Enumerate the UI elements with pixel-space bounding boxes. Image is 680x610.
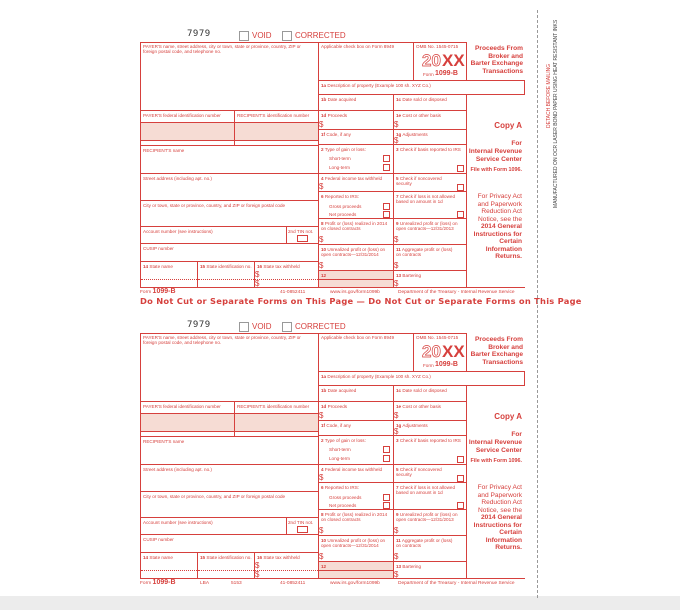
long-term-checkbox[interactable] <box>383 455 390 462</box>
short-term-checkbox[interactable] <box>383 446 390 453</box>
box-4-number: 4 <box>321 176 324 181</box>
box-1c-label: Date sold or disposed <box>402 97 447 102</box>
box-2-label: Type of gain or loss: <box>324 438 366 443</box>
loss-not-allowed-checkbox[interactable] <box>457 211 464 218</box>
gross-proceeds-label: Gross proceeds <box>329 204 362 209</box>
form-number: 1099-B <box>435 70 458 77</box>
box-15-field[interactable] <box>197 261 255 288</box>
payer-info-field[interactable] <box>140 333 319 402</box>
box-14-number: 14 <box>143 264 149 269</box>
box-6-label: Reported to IRS: <box>324 485 360 490</box>
street-address-field[interactable] <box>140 464 319 492</box>
for-label: For <box>511 431 522 438</box>
instructions-notice: 2014 General Instructions for Certain Information Returns. <box>473 223 522 261</box>
footer-dept: Department of the Treasury - Internal Revenue Service <box>398 581 515 586</box>
box-1e-field[interactable] <box>393 110 467 130</box>
second-tin-label: 2nd TIN not. <box>288 520 314 525</box>
privacy-notice: For Privacy Act and Paperwork Reduction Act Notice, see the <box>477 193 522 223</box>
corrected-checkbox[interactable] <box>282 322 292 332</box>
year-suffix: XX <box>442 51 465 70</box>
box-1f-field[interactable] <box>318 129 394 145</box>
recipient-id-shading <box>235 413 319 432</box>
year-suffix: XX <box>442 342 465 361</box>
dollar-sign: $ <box>319 120 324 129</box>
long-term-checkbox[interactable] <box>383 164 390 171</box>
for-label: For <box>511 140 522 147</box>
void-label: VOID <box>252 322 272 331</box>
second-tin-checkbox[interactable] <box>297 235 308 242</box>
bottom-rule <box>466 287 525 288</box>
dollar-sign: $ <box>319 261 324 270</box>
form-8949-label: Applicable check box on Form 8949 <box>321 44 395 49</box>
box-3-field <box>393 435 467 465</box>
recipient-name-field[interactable] <box>140 145 319 174</box>
control-number: 7979 <box>187 29 211 39</box>
recipient-id-field[interactable] <box>234 110 319 146</box>
box-1d-label: Proceeds <box>327 404 348 409</box>
payer-fed-id-label: PAYER'S federal identification number <box>143 404 221 409</box>
dotted-divider <box>198 279 254 280</box>
box-3-label: Check if basis reported to IRS <box>399 147 461 152</box>
box-1e-label: Cost or other basis <box>402 113 441 118</box>
box-8-number: 8 <box>321 221 324 226</box>
form-1099b-copy-2 <box>0 291 680 591</box>
footer-ein: 41-0852411 <box>280 290 306 295</box>
box-1a-field[interactable] <box>318 371 525 386</box>
box-1g-label: Adjustments <box>402 132 428 137</box>
box-7-label: Check if loss is not allowed based on amount in 1d <box>396 194 455 204</box>
box-8-number: 8 <box>321 512 324 517</box>
box-8-label: Profit or (loss) realized in 2014 on closed contracts <box>321 512 388 522</box>
box-1e-number: 1e <box>396 404 402 409</box>
city-field[interactable] <box>140 200 319 227</box>
box-1g-field[interactable] <box>393 129 467 145</box>
form-8949-checkbox-field[interactable] <box>318 42 414 81</box>
dollar-sign: $ <box>255 279 260 288</box>
recipient-id-label: RECIPIENT'S identification number <box>237 113 310 118</box>
net-proceeds-label: Net proceeds <box>329 212 357 217</box>
account-number-field[interactable] <box>140 226 287 244</box>
corrected-label: CORRECTED <box>295 322 346 331</box>
box-3-number: 3 <box>396 147 399 152</box>
box-1a-number: 1a <box>321 83 327 88</box>
box-11-field[interactable] <box>393 244 467 271</box>
dollar-sign: $ <box>255 270 260 279</box>
box-16-number: 16 <box>257 264 263 269</box>
box-1f-field[interactable] <box>318 420 394 436</box>
box-6-field <box>318 191 394 219</box>
box-1b-label: Date acquired <box>327 97 357 102</box>
box-10-number: 10 <box>321 247 327 252</box>
box-15-number: 15 <box>200 555 206 560</box>
box-6-number: 6 <box>321 194 324 199</box>
box-1a-label: Description of property (Example 100 sh. XYZ Co.) <box>327 374 431 379</box>
form-title: Proceeds From Broker and Barter Exchange Transactions <box>470 336 523 366</box>
recipient-name-label: RECIPIENT'S name <box>143 439 185 444</box>
omb-year-box <box>413 42 467 81</box>
box-9-number: 9 <box>396 512 399 517</box>
footer-dept: Department of the Treasury - Internal Revenue Service <box>398 290 515 295</box>
form-8949-label: Applicable check box on Form 8949 <box>321 335 395 340</box>
box-16-label: State tax withheld <box>263 264 300 269</box>
noncovered-security-checkbox[interactable] <box>457 184 464 191</box>
box-10-label: Unrealized profit or (loss) on open contracts—12/31/2014 <box>321 538 386 548</box>
recipient-id-label: RECIPIENT'S identification number <box>237 404 310 409</box>
payer-info-field[interactable] <box>140 42 319 111</box>
second-tin-checkbox[interactable] <box>297 526 308 533</box>
dollar-sign: $ <box>255 570 260 579</box>
footer-form-word: Form <box>140 581 152 586</box>
box-6-number: 6 <box>321 485 324 490</box>
box-11-label: Aggregate profit or (loss) on contracts <box>396 247 453 257</box>
box-4-number: 4 <box>321 467 324 472</box>
footer-ein: 41-0852411 <box>280 581 306 586</box>
form-1099b-copy-1 <box>0 0 680 300</box>
box-16-label: State tax withheld <box>263 555 300 560</box>
net-proceeds-checkbox[interactable] <box>383 211 390 218</box>
payer-fed-id-field[interactable] <box>140 401 235 437</box>
box-1d-field[interactable] <box>318 110 394 130</box>
box-6-field <box>318 482 394 510</box>
long-term-label: Long-term <box>329 165 350 170</box>
void-checkbox[interactable] <box>239 31 249 41</box>
instructions-notice: 2014 General Instructions for Certain Information Returns. <box>473 514 522 552</box>
control-number: 7979 <box>187 320 211 330</box>
city-label: City or town, state or province, country, and ZIP or foreign postal code <box>143 203 286 208</box>
omb-year-box <box>413 333 467 372</box>
box-1f-number: 1f <box>321 423 326 428</box>
payer-info-label: PAYER'S name, street address, city or town, state or province, country, ZIP or foreign postal code, and telephone no. <box>143 44 301 54</box>
box-1b-field[interactable] <box>318 94 394 111</box>
box-1c-number: 1c <box>396 388 402 393</box>
box-7-field <box>393 191 467 219</box>
box-5-number: 5 <box>396 467 399 472</box>
file-with-label: File with Form 1096. <box>470 167 522 173</box>
box-14-field[interactable] <box>140 552 198 579</box>
city-label: City or town, state or province, country, and ZIP or foreign postal code <box>143 494 286 499</box>
account-number-field[interactable] <box>140 517 287 535</box>
payer-info-label: PAYER'S name, street address, city or town, state or province, country, ZIP or foreign postal code, and telephone no. <box>143 335 301 345</box>
box-7-number: 7 <box>396 485 399 490</box>
dollar-sign: $ <box>319 235 324 244</box>
recipient-name-label: RECIPIENT'S name <box>143 148 185 153</box>
corrected-label: CORRECTED <box>295 31 346 40</box>
box-15-label: State identification no. <box>206 555 252 560</box>
payer-fed-id-label: PAYER'S federal identification number <box>143 113 221 118</box>
box-12-field[interactable] <box>318 561 394 579</box>
gross-proceeds-label: Gross proceeds <box>329 495 362 500</box>
box-8-field[interactable] <box>318 218 394 245</box>
box-1d-label: Proceeds <box>327 113 348 118</box>
account-number-label: Account number (see instructions) <box>143 520 213 525</box>
box-2-number: 2 <box>321 438 324 443</box>
box-1c-number: 1c <box>396 97 402 102</box>
box-11-label: Aggregate profit or (loss) on contracts <box>396 538 453 548</box>
box-14-label: State name <box>149 555 173 560</box>
box-4-label: Federal income tax withheld <box>324 176 383 181</box>
street-address-field[interactable] <box>140 173 319 201</box>
box-9-label: Unrealized profit or (loss) on open contracts—12/31/2013 <box>396 221 458 231</box>
street-address-label: Street address (including apt. no.) <box>143 176 212 181</box>
footer-code: 5153 <box>231 581 242 586</box>
box-2-field <box>318 435 394 465</box>
box-12-divider <box>319 570 393 571</box>
box-13-field[interactable] <box>393 270 467 288</box>
form-number: 1099-B <box>435 361 458 368</box>
box-7-number: 7 <box>396 194 399 199</box>
box-1f-label: Code, if any <box>326 423 351 428</box>
box-5-field <box>393 464 467 483</box>
box-1g-number: 1g <box>396 132 402 137</box>
box-3-field <box>393 144 467 174</box>
box-1a-number: 1a <box>321 374 327 379</box>
perforation-line <box>537 10 538 598</box>
footer-url[interactable]: www.irs.gov/form1099b <box>330 581 380 586</box>
dotted-divider <box>255 570 318 571</box>
box-15-number: 15 <box>200 264 206 269</box>
dotted-divider <box>141 279 197 280</box>
box-12-field[interactable] <box>318 270 394 288</box>
box-7-field <box>393 482 467 510</box>
background-strip <box>0 596 680 610</box>
omb-number: OMB No. 1545-0715 <box>416 335 459 340</box>
box-5-label: Check if noncovered security <box>396 176 442 186</box>
irs-center-label: Internal Revenue Service Center <box>468 439 522 454</box>
short-term-label: Short-term <box>329 156 351 161</box>
box-13-label: Bartering <box>402 273 422 278</box>
net-proceeds-label: Net proceeds <box>329 503 357 508</box>
box-1f-number: 1f <box>321 132 326 137</box>
box-14-label: State name <box>149 264 173 269</box>
box-5-number: 5 <box>396 176 399 181</box>
dollar-sign: $ <box>319 182 324 191</box>
account-number-label: Account number (see instructions) <box>143 229 213 234</box>
box-11-field[interactable] <box>393 535 467 562</box>
box-1d-number: 1d <box>321 113 327 118</box>
form-8949-checkbox-field[interactable] <box>318 333 414 372</box>
city-field[interactable] <box>140 491 319 518</box>
do-not-cut-notice: Do Not Cut or Separate Forms on This Page — Do Not Cut or Separate Forms on This Page <box>140 296 582 306</box>
dollar-sign: $ <box>319 552 324 561</box>
box-4-field[interactable] <box>318 464 394 483</box>
box-14-number: 14 <box>143 555 149 560</box>
footer-lba: LBA <box>200 581 210 586</box>
noncovered-security-checkbox[interactable] <box>457 475 464 482</box>
box-12-number: 12 <box>321 564 327 569</box>
box-15-field[interactable] <box>197 552 255 579</box>
long-term-label: Long-term <box>329 456 350 461</box>
box-9-number: 9 <box>396 221 399 226</box>
dollar-sign: $ <box>394 136 399 145</box>
dollar-sign: $ <box>255 561 260 570</box>
box-1a-field[interactable] <box>318 80 525 95</box>
box-9-field[interactable] <box>393 218 467 245</box>
box-13-number: 13 <box>396 564 402 569</box>
omb-number: OMB No. 1545-0715 <box>416 44 459 49</box>
box-1c-field[interactable] <box>393 385 467 402</box>
dollar-sign: $ <box>319 526 324 535</box>
box-1b-number: 1b <box>321 388 327 393</box>
box-10-label: Unrealized profit or (loss) on open contracts—12/31/2014 <box>321 247 386 257</box>
box-6-label: Reported to IRS: <box>324 194 360 199</box>
box-16-number: 16 <box>257 555 263 560</box>
box-11-number: 11 <box>396 538 401 543</box>
dollar-sign: $ <box>394 120 399 129</box>
form-word: Form <box>423 72 434 77</box>
box-13-number: 13 <box>396 273 402 278</box>
dotted-divider <box>255 279 318 280</box>
dollar-sign: $ <box>394 261 399 270</box>
box-1c-field[interactable] <box>393 94 467 111</box>
year-prefix: 20 <box>422 51 441 70</box>
gross-proceeds-checkbox[interactable] <box>383 494 390 501</box>
box-16-field[interactable] <box>254 261 319 288</box>
form-word: Form <box>423 363 434 368</box>
box-11-number: 11 <box>396 247 401 252</box>
box-4-label: Federal income tax withheld <box>324 467 383 472</box>
box-2-field <box>318 144 394 174</box>
box-1g-number: 1g <box>396 423 402 428</box>
dollar-sign: $ <box>319 473 324 482</box>
loss-not-allowed-checkbox[interactable] <box>457 502 464 509</box>
form-title: Proceeds From Broker and Barter Exchange Transactions <box>470 45 523 75</box>
box-5-label: Check if noncovered security <box>396 467 442 477</box>
dollar-sign: $ <box>394 235 399 244</box>
second-tin-label: 2nd TIN not. <box>288 229 314 234</box>
year-prefix: 20 <box>422 342 441 361</box>
box-10-field[interactable] <box>318 244 394 271</box>
copy-label: Copy A <box>494 412 522 421</box>
payer-fed-id-shading <box>141 122 235 141</box>
box-1e-number: 1e <box>396 113 402 118</box>
detach-notice: DETACH BEFORE MAILING <box>546 63 552 128</box>
box-1b-label: Date acquired <box>327 388 357 393</box>
dollar-sign: $ <box>394 427 399 436</box>
dotted-divider <box>198 570 254 571</box>
box-1a-label: Description of property (Example 100 sh. XYZ Co.) <box>327 83 431 88</box>
copy-label: Copy A <box>494 121 522 130</box>
box-2-number: 2 <box>321 147 324 152</box>
box-9-label: Unrealized profit or (loss) on open contracts—12/31/2013 <box>396 512 458 522</box>
dollar-sign: $ <box>394 279 399 288</box>
bottom-rule <box>466 578 525 579</box>
irs-center-label: Internal Revenue Service Center <box>468 148 522 163</box>
gross-proceeds-checkbox[interactable] <box>383 203 390 210</box>
box-14-field[interactable] <box>140 261 198 288</box>
short-term-checkbox[interactable] <box>383 155 390 162</box>
box-9-field[interactable] <box>393 509 467 536</box>
cusip-field[interactable] <box>140 534 319 553</box>
short-term-label: Short-term <box>329 447 351 452</box>
box-2-label: Type of gain or loss: <box>324 147 366 152</box>
box-4-field[interactable] <box>318 173 394 192</box>
box-1e-label: Cost or other basis <box>402 404 441 409</box>
cusip-label: CUSIP number <box>143 246 174 251</box>
box-13-field[interactable] <box>393 561 467 579</box>
file-with-label: File with Form 1096. <box>470 458 522 464</box>
box-8-label: Profit or (loss) realized in 2014 on closed contracts <box>321 221 388 231</box>
box-1b-number: 1b <box>321 97 327 102</box>
box-5-field <box>393 173 467 192</box>
box-3-number: 3 <box>396 438 399 443</box>
footer-form-number: 1099-B <box>152 288 176 295</box>
box-1d-field[interactable] <box>318 401 394 421</box>
dollar-sign: $ <box>394 526 399 535</box>
box-12-number: 12 <box>321 273 327 278</box>
box-1g-label: Adjustments <box>402 423 428 428</box>
box-16-field[interactable] <box>254 552 319 579</box>
box-10-field[interactable] <box>318 535 394 562</box>
dollar-sign: $ <box>394 552 399 561</box>
box-1f-label: Code, if any <box>326 132 351 137</box>
box-12-divider <box>319 279 393 280</box>
manufactured-notice: MANUFACTURED ON OCR LASER BOND PAPER USING HEAT RESISTANT INKS <box>553 19 559 208</box>
dollar-sign: $ <box>394 570 399 579</box>
box-1d-number: 1d <box>321 404 327 409</box>
void-label: VOID <box>252 31 272 40</box>
box-1g-field[interactable] <box>393 420 467 436</box>
void-checkbox[interactable] <box>239 322 249 332</box>
box-1b-field[interactable] <box>318 385 394 402</box>
second-tin-box <box>286 226 319 244</box>
net-proceeds-checkbox[interactable] <box>383 502 390 509</box>
cusip-label: CUSIP number <box>143 537 174 542</box>
payer-fed-id-shading <box>141 413 235 432</box>
recipient-name-field[interactable] <box>140 436 319 465</box>
footer-url[interactable]: www.irs.gov/form1099b <box>330 290 380 295</box>
privacy-notice: For Privacy Act and Paperwork Reduction Act Notice, see the <box>477 484 522 514</box>
footer-form-word: Form <box>140 290 152 295</box>
box-1c-label: Date sold or disposed <box>402 388 447 393</box>
cusip-field[interactable] <box>140 243 319 262</box>
footer-form-number: 1099-B <box>152 579 176 586</box>
recipient-id-field[interactable] <box>234 401 319 437</box>
second-tin-box <box>286 517 319 535</box>
corrected-checkbox[interactable] <box>282 31 292 41</box>
street-address-label: Street address (including apt. no.) <box>143 467 212 472</box>
payer-fed-id-field[interactable] <box>140 110 235 146</box>
box-13-label: Bartering <box>402 564 422 569</box>
box-15-label: State identification no. <box>206 264 252 269</box>
box-10-number: 10 <box>321 538 327 543</box>
recipient-id-shading <box>235 122 319 141</box>
box-1e-field[interactable] <box>393 401 467 421</box>
dollar-sign: $ <box>394 411 399 420</box>
box-7-label: Check if loss is not allowed based on amount in 1d <box>396 485 455 495</box>
box-8-field[interactable] <box>318 509 394 536</box>
dotted-divider <box>141 570 197 571</box>
dollar-sign: $ <box>319 411 324 420</box>
box-3-label: Check if basis reported to IRS <box>399 438 461 443</box>
